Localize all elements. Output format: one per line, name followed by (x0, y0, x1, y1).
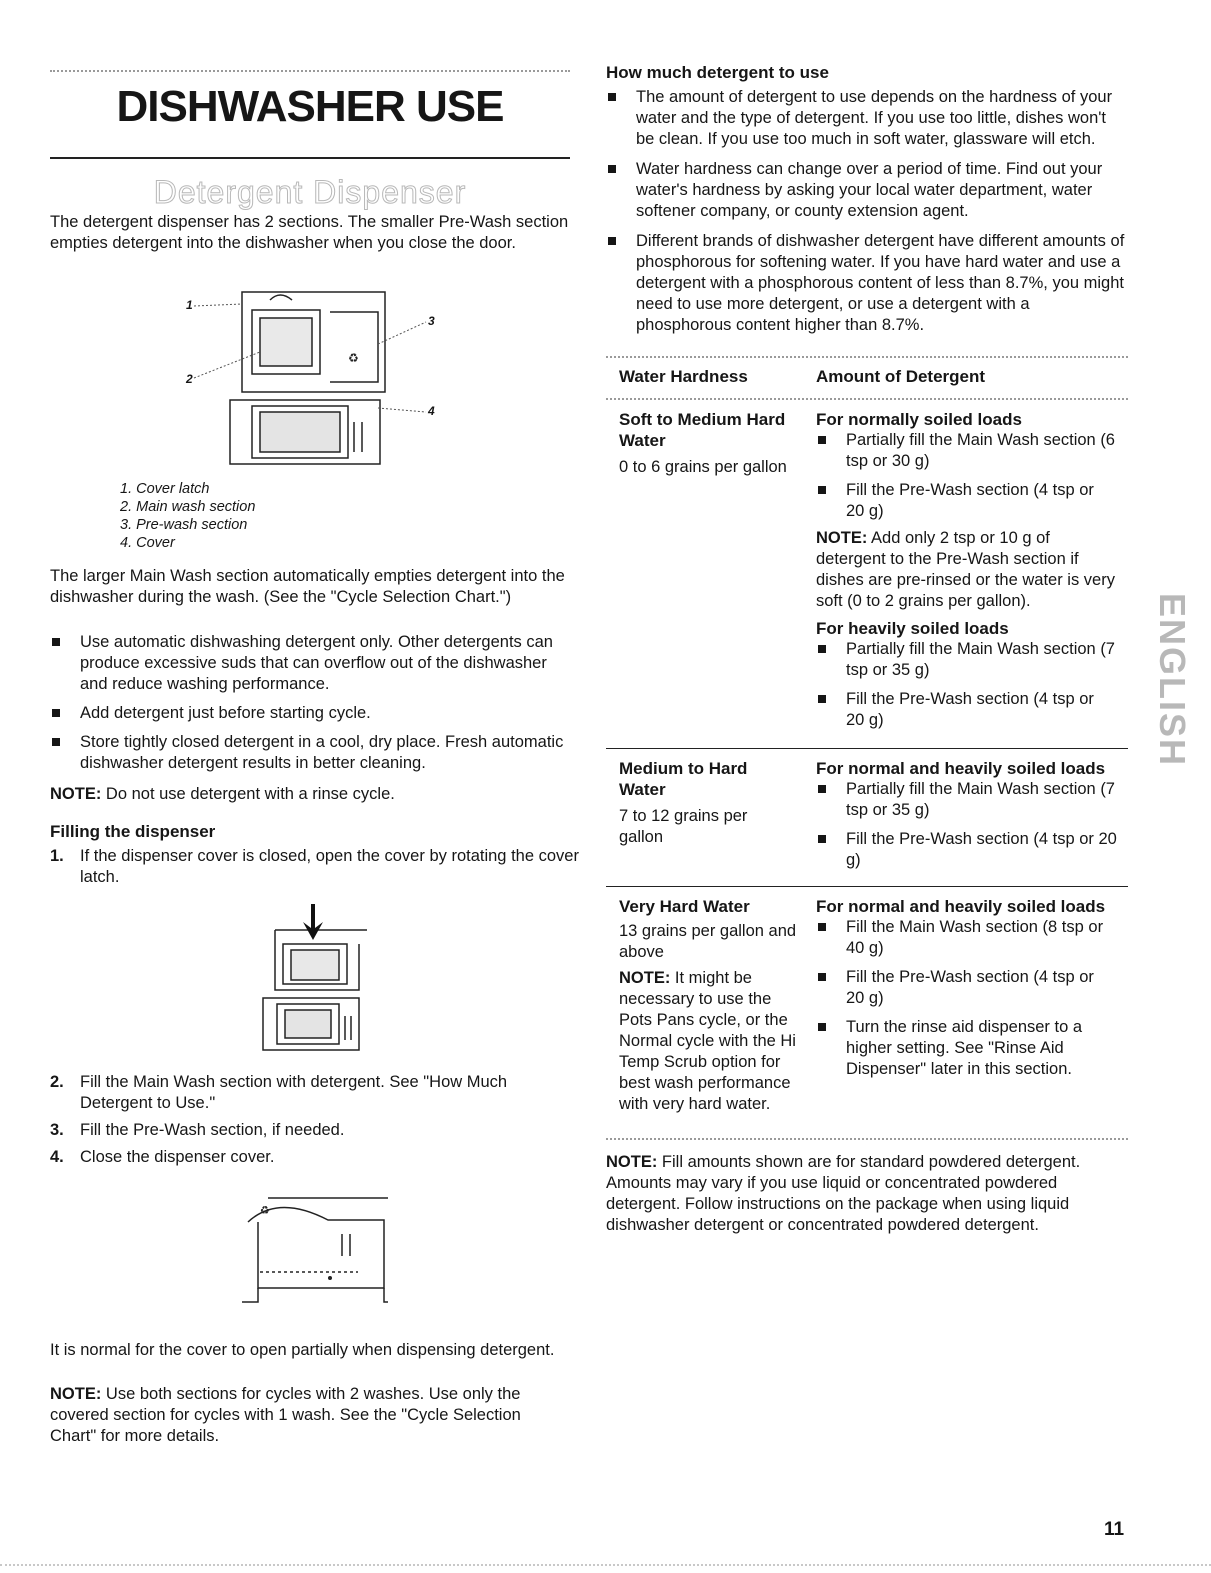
hardness-name: Very Hard Water (619, 897, 750, 916)
row-soft-water (619, 409, 799, 478)
step-2 (50, 1072, 570, 1114)
step-text: If the dispenser cover is closed, open the cover by rotating the cover latch. (80, 847, 579, 886)
step-1 (50, 846, 600, 888)
bottom-dotted-rule (0, 1564, 1211, 1566)
step-3 (50, 1120, 570, 1141)
main-wash-paragraph: The larger Main Wash section automatically empties detergent into the dishwasher during the wash. (See the "Cycle Selection Chart.") (50, 567, 565, 606)
dispenser-diagram (180, 282, 440, 472)
note-label: NOTE: (50, 785, 102, 803)
filling-heading: Filling the dispenser (50, 822, 216, 841)
note-text: Do not use detergent with a rinse cycle. (101, 785, 395, 803)
legend-item: 3. Pre-wash section (120, 517, 248, 533)
figure-legend (120, 480, 255, 552)
how-much-bullets (606, 87, 1128, 336)
legend-item: 2. Main wash section (120, 499, 256, 515)
page-title: DISHWASHER USE (116, 82, 504, 131)
row-very-hard-water (619, 896, 799, 1115)
amount-item: Partially fill the Main Wash section (6 tsp or 30 g) (816, 430, 1116, 472)
callout-4: 4 (428, 404, 435, 418)
note-label: NOTE: (816, 529, 868, 547)
note-label: NOTE: (606, 1153, 658, 1171)
amount-item: Partially fill the Main Wash section (7 tsp or 35 g) (816, 639, 1116, 681)
top-dotted-rule (50, 70, 570, 72)
note-text: Use both sections for cycles with 2 washes. Use only the covered section for cycles with 1 wash. See the "Cycle Selection Chart" for more details. (50, 1385, 521, 1445)
bullet-item: Different brands of dishwasher detergent have different amounts of phosphorous for softening water. If you have hard water and use a detergent with a phosphorous content of less than 8.7%, you might need to use more detergent, or use a detergent with a phosphorous content higher than 8.7%. (606, 231, 1128, 336)
svg-text:♻: ♻ (260, 1204, 270, 1217)
bullet-item: Add detergent just before starting cycle. (50, 703, 570, 724)
row-very-hard-amount (816, 896, 1116, 1080)
filling-steps (50, 1072, 570, 1168)
col-header-amount: Amount of Detergent (816, 367, 986, 386)
hardness-grains: 7 to 12 grains per gallon (619, 807, 748, 846)
step-number: 3. (50, 1121, 64, 1139)
intro-paragraph: The detergent dispenser has 2 sections. The smaller Pre-Wash section empties detergent into the dishwasher when you close the door. (50, 213, 569, 252)
legend-item: 4. Cover (120, 535, 175, 551)
page-number: 11 (1104, 1519, 1125, 1540)
step-text: Fill the Pre-Wash section, if needed. (80, 1121, 345, 1139)
svg-text:♻: ♻ (348, 351, 359, 365)
load-heading: For normal and heavily soiled loads (816, 897, 1106, 916)
row-medium-water (619, 758, 779, 848)
side-tab-label: ENGLISH (1152, 592, 1193, 767)
callout-1: 1 (186, 298, 193, 312)
very-hard-note (619, 968, 799, 1115)
sections-note (50, 1384, 570, 1447)
amount-item: Fill the Pre-Wash section (4 tsp or 20 g) (816, 967, 1116, 1009)
amount-item: Turn the rinse aid dispenser to a higher setting. See "Rinse Aid Dispenser" later in this section. (816, 1017, 1116, 1080)
load-heading: For normal and heavily soiled loads (816, 759, 1106, 778)
note-label: NOTE: (50, 1385, 102, 1403)
section-heading: Detergent Dispenser (153, 174, 467, 210)
note-text: Add only 2 tsp or 10 g of detergent to the Pre-Wash section if dishes are pre-rinsed or the water is very soft (0 to 2 grains per gallon). (816, 529, 1115, 610)
language-side-tab (1150, 568, 1194, 792)
rinse-note (50, 784, 570, 805)
row-soft-amount (816, 409, 1116, 731)
amount-item: Fill the Pre-Wash section (4 tsp or 20 g) (816, 829, 1126, 871)
bullet-item: Store tightly closed detergent in a cool, dry place. Fresh automatic dishwasher detergent results in better cleaning. (50, 732, 570, 774)
open-cover-diagram (255, 900, 375, 1056)
title-rule (50, 157, 570, 159)
load-heading: For heavily soiled loads (816, 619, 1009, 638)
hardness-grains: 0 to 6 grains per gallon (619, 458, 787, 476)
bullet-item: Water hardness can change over a period of time. Find out your water's hardness by asking your local water department, water softener company, or county extension agent. (606, 159, 1128, 222)
amount-item: Partially fill the Main Wash section (7 tsp or 35 g) (816, 779, 1126, 821)
header-rule (606, 398, 1128, 400)
step-4 (50, 1147, 570, 1168)
amount-item: Fill the Pre-Wash section (4 tsp or 20 g) (816, 689, 1116, 731)
hardness-name: Soft to Medium Hard Water (619, 410, 786, 450)
callout-3: 3 (428, 314, 435, 328)
col-header-water-hardness: Water Hardness (619, 367, 748, 386)
row-rule (606, 886, 1128, 887)
step-text: Fill the Main Wash section with detergent. See "How Much Detergent to Use." (80, 1073, 508, 1112)
closed-cover-diagram (238, 1192, 398, 1310)
amount-item: Fill the Pre-Wash section (4 tsp or 20 g) (816, 480, 1116, 522)
note-text: It might be necessary to use the Pots Pans cycle, or the Normal cycle with the Hi Temp Scrub option for best wash performance with very hard water. (619, 969, 796, 1113)
step-number: 4. (50, 1148, 64, 1166)
partial-open-paragraph: It is normal for the cover to open partially when dispensing detergent. (50, 1341, 555, 1359)
note-text: Fill amounts shown are for standard powdered detergent. Amounts may vary if you use liquid or concentrated powdered detergent. Follow instructions on the package when using liquid dishwasher detergent or concentrated powdered detergent. (606, 1153, 1081, 1234)
step-number: 1. (50, 847, 64, 865)
footnote (606, 1152, 1128, 1236)
how-much-heading: How much detergent to use (606, 63, 829, 82)
table-top-rule (606, 356, 1128, 358)
usage-bullets (50, 632, 570, 774)
legend-item: 1. Cover latch (120, 481, 210, 497)
row-medium-amount (816, 758, 1126, 871)
step-text: Close the dispenser cover. (80, 1148, 275, 1166)
hardness-name: Medium to Hard Water (619, 759, 748, 799)
amount-item: Fill the Main Wash section (8 tsp or 40 g) (816, 917, 1116, 959)
step-number: 2. (50, 1073, 64, 1091)
callout-2: 2 (186, 372, 193, 386)
bullet-item: Use automatic dishwashing detergent only. Other detergents can produce excessive suds that can overflow out of the dishwasher and reduce washing performance. (50, 632, 570, 695)
soft-water-note (816, 528, 1116, 612)
note-label: NOTE: (619, 969, 671, 987)
row-rule (606, 748, 1128, 749)
table-bottom-rule (606, 1138, 1128, 1140)
hardness-grains: 13 grains per gallon and above (619, 922, 797, 961)
bullet-item: The amount of detergent to use depends on the hardness of your water and the type of detergent. If you use too little, dishes won't be clean. If you use too much in soft water, glassware will etch. (606, 87, 1128, 150)
load-heading: For normally soiled loads (816, 410, 1022, 429)
